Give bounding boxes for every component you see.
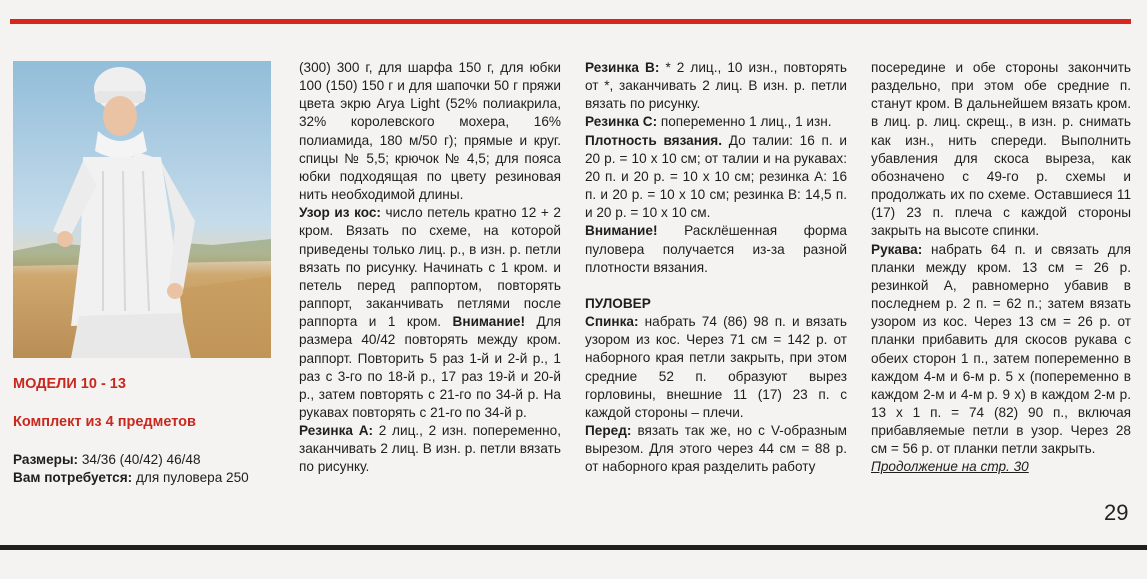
woman-in-white-knit-outfit-image (13, 61, 271, 358)
sizes-label: Размеры: (13, 452, 79, 467)
top-red-rule (10, 19, 1131, 24)
front-label: Перед: (585, 422, 632, 438)
materials-label: Вам потребуется: (13, 470, 133, 486)
text-column-3 (871, 59, 1131, 477)
sizes-value: 34/36 (40/42) 46/48 (78, 452, 201, 467)
warning-paragraph: Внимание! Расклёшенная форма пуловера получается из-за разной плотности вязания. (585, 223, 847, 275)
sleeves-paragraph: Рукава: набрать 64 п. и связать для планки между кром. 13 см = 26 р. резинкой А, равномерно убавив в последнем р. 2 п. = 62 п.; затем вязать узором из кос. Через 13 см = 26 р. от планки прибавить для скосов рукава с обеих сторон 1 п., затем попеременно в каждом 4-м и 6-м р. 5 х (попеременно в каждом 2-м и 4-м р. 9 х) в каждом 2-м р. 13 х 1 п. = 74 (82) 90 п., включая прибавляемые петли в узор. Через 28 см = 56 р. от планки петли закрыть. (871, 241, 1131, 457)
front-continued-paragraph: посередине и обе стороны закончить раздельно, при этом обе средние п. станут кром. В дальнейшем вязать кром. в лиц. р. лиц. скрещ., в изн. р. снимать как изн., нить спереди. Выполнить убавления для скоса выреза, как обозначено с 49-го р. схемы и продолжать их по схеме. Оставшиеся 11 (17) 23 п. плеча с каждой стороны закрыть на высоте спинки. (871, 60, 1131, 239)
text-column-1 (299, 59, 561, 477)
density-paragraph: Плотность вязания. До талии: 16 п. и 20 р. = 10 х 10 см; от талии и на рукавах: 20 п. и 20 р. = 10 х 10 см; резинка А: 16 п. и 20 р. = 10 х 10 см; резинка В: 14,5 п. и 20 р. = 10 х 10 см. (585, 132, 848, 221)
attention-label: Внимание! (452, 314, 526, 330)
materials-value: для пуловера 250 (132, 470, 249, 486)
warning-label: Внимание! (585, 223, 658, 239)
rib-c-label: Резинка С: (585, 114, 658, 130)
front-paragraph: Перед: вязать так же, но с V-образным вырезом. Для этого через 44 см = 88 р. от наборного края разделить работу (585, 422, 847, 475)
back-paragraph: Спинка: набрать 74 (86) 98 п. и вязать узором из кос. Через 71 см = 142 р. от наборного края петли закрыть, при этом средние 52 п. образуют вырез горловины, внешние 11 (17) 23 п. с каждой стороны – плечи. (585, 314, 847, 420)
density-label: Плотность вязания. (585, 132, 723, 148)
continue-link-line (871, 458, 1131, 476)
model-photo (13, 61, 271, 358)
sleeves-label: Рукава: (871, 241, 923, 257)
rib-a-paragraph: Резинка А: 2 лиц., 2 изн. попеременно, заканчивать 2 лиц. В изн. р. петли вязать по рисунку. (299, 423, 561, 475)
rib-c-paragraph: Резинка С: попеременно 1 лиц., 1 изн. (585, 114, 832, 130)
models-heading: МОДЕЛИ 10 - 13 (13, 376, 126, 392)
text-column-2 (585, 59, 847, 476)
continue-link[interactable]: Продолжение на стр. 30 (871, 459, 1029, 475)
rib-b-paragraph: Резинка В: * 2 лиц., 10 изн., повторять от *, заканчивать 2 лиц. В изн. р. петли вязать по рисунку. (585, 60, 848, 112)
pullover-heading: ПУЛОВЕР (585, 295, 651, 311)
sizes-block (13, 451, 275, 487)
rib-b-label: Резинка В: (585, 60, 660, 75)
set-heading: Комплект из 4 предметов (13, 414, 196, 430)
bottom-black-rule (0, 545, 1147, 550)
cable-pattern-paragraph: Узор из кос: число петель кратно 12 + 2 кром. Вязать по схеме, на которой приведены только лиц. р., в изн. р. петли вязать по рисунку. Начинать с 1 кром. и петель перед раппортом, повторять раппорт, заканчивать петлями после раппорта и 1 кром. Внимание! Для размера 40/42 повторять между кром. раппорт. Повторить 5 раз 1-й и 2-й р., 1 раз с 3-го по 18-й р., 17 раз 19-й и 20-й р., затем повторять с 21-го по 34-й р. На рукавах повторять с 21-го по 34-й р. (299, 205, 562, 420)
cable-pattern-label: Узор из кос: (299, 205, 381, 221)
back-label: Спинка: (585, 314, 639, 330)
page-number: 29 (1104, 500, 1129, 525)
rib-a-label: Резинка А: (299, 423, 374, 439)
yarn-paragraph: (300) 300 г, для шарфа 150 г, для юбки 100 (150) 150 г и для шапочки 50 г пряжи цвета экрю Arya Light (52% полиакрила, 32% королевского мохера, 16% полиамида, 180 м/50 г); прямые и круг. спицы № 5,5; крючок № 4,5; для пояса юбки подходящая по цвету резиновая нить необходимой длины. (299, 60, 561, 203)
